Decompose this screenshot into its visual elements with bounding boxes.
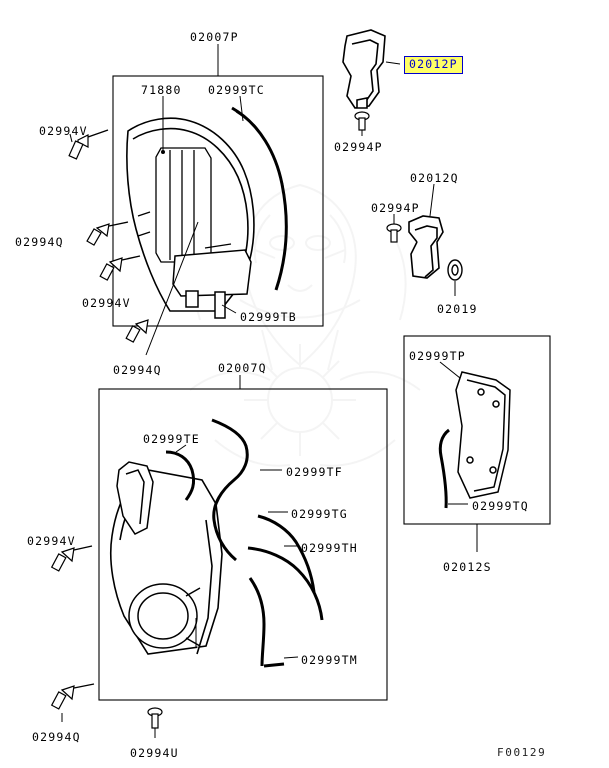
- label-02012q: 02012Q: [410, 171, 459, 185]
- label-02007p: 02007P: [190, 30, 239, 44]
- label-02999tg: 02999TG: [291, 507, 348, 521]
- part-02999tm-seal: [250, 578, 284, 666]
- label-02999tf: 02999TF: [286, 465, 343, 479]
- bolt-02994q-3: [52, 684, 94, 709]
- label-02012p-highlighted[interactable]: 02012P: [404, 56, 463, 74]
- bolt-02994q-2: [126, 320, 148, 342]
- part-02012p-bracket: [343, 30, 385, 108]
- bolt-02994u: [148, 708, 162, 738]
- bolt-02994v-2: [100, 256, 140, 280]
- label-02994q-1: 02994Q: [15, 235, 64, 249]
- part-02999th-seal: [248, 548, 322, 620]
- label-02994v-3: 02994V: [27, 534, 76, 548]
- part-02012q-bracket: [409, 216, 443, 278]
- label-02994p-2: 02994P: [371, 201, 420, 215]
- label-02007q: 02007Q: [218, 361, 267, 375]
- label-02019: 02019: [437, 302, 478, 316]
- part-02999tp-plate: [456, 372, 510, 498]
- label-02999tb: 02999TB: [240, 310, 297, 324]
- bolt-02994q-1: [87, 222, 128, 245]
- label-02994q-3: 02994Q: [32, 730, 81, 744]
- label-02999tp: 02999TP: [409, 349, 466, 363]
- label-02999tm: 02999TM: [301, 653, 358, 667]
- label-02999th: 02999TH: [301, 541, 358, 555]
- part-02999tq-seal: [440, 430, 449, 508]
- label-71880: 71880: [141, 83, 182, 97]
- label-02994u: 02994U: [130, 746, 179, 760]
- label-02999tq: 02999TQ: [472, 499, 529, 513]
- bolt-02994v-3: [52, 546, 92, 571]
- diagram-footer-code: F00129: [497, 746, 547, 759]
- label-02994p-1: 02994P: [334, 140, 383, 154]
- label-02994q-2: 02994Q: [113, 363, 162, 377]
- bolt-02994p-2: [387, 214, 401, 242]
- bolt-02994p-1: [355, 112, 369, 136]
- label-02994v-2: 02994V: [82, 296, 131, 310]
- label-02994v-1: 02994V: [39, 124, 88, 138]
- part-02019-grommet: [448, 260, 462, 280]
- label-02012s: 02012S: [443, 560, 492, 574]
- label-02999tc: 02999TC: [208, 83, 265, 97]
- label-02999te: 02999TE: [143, 432, 200, 446]
